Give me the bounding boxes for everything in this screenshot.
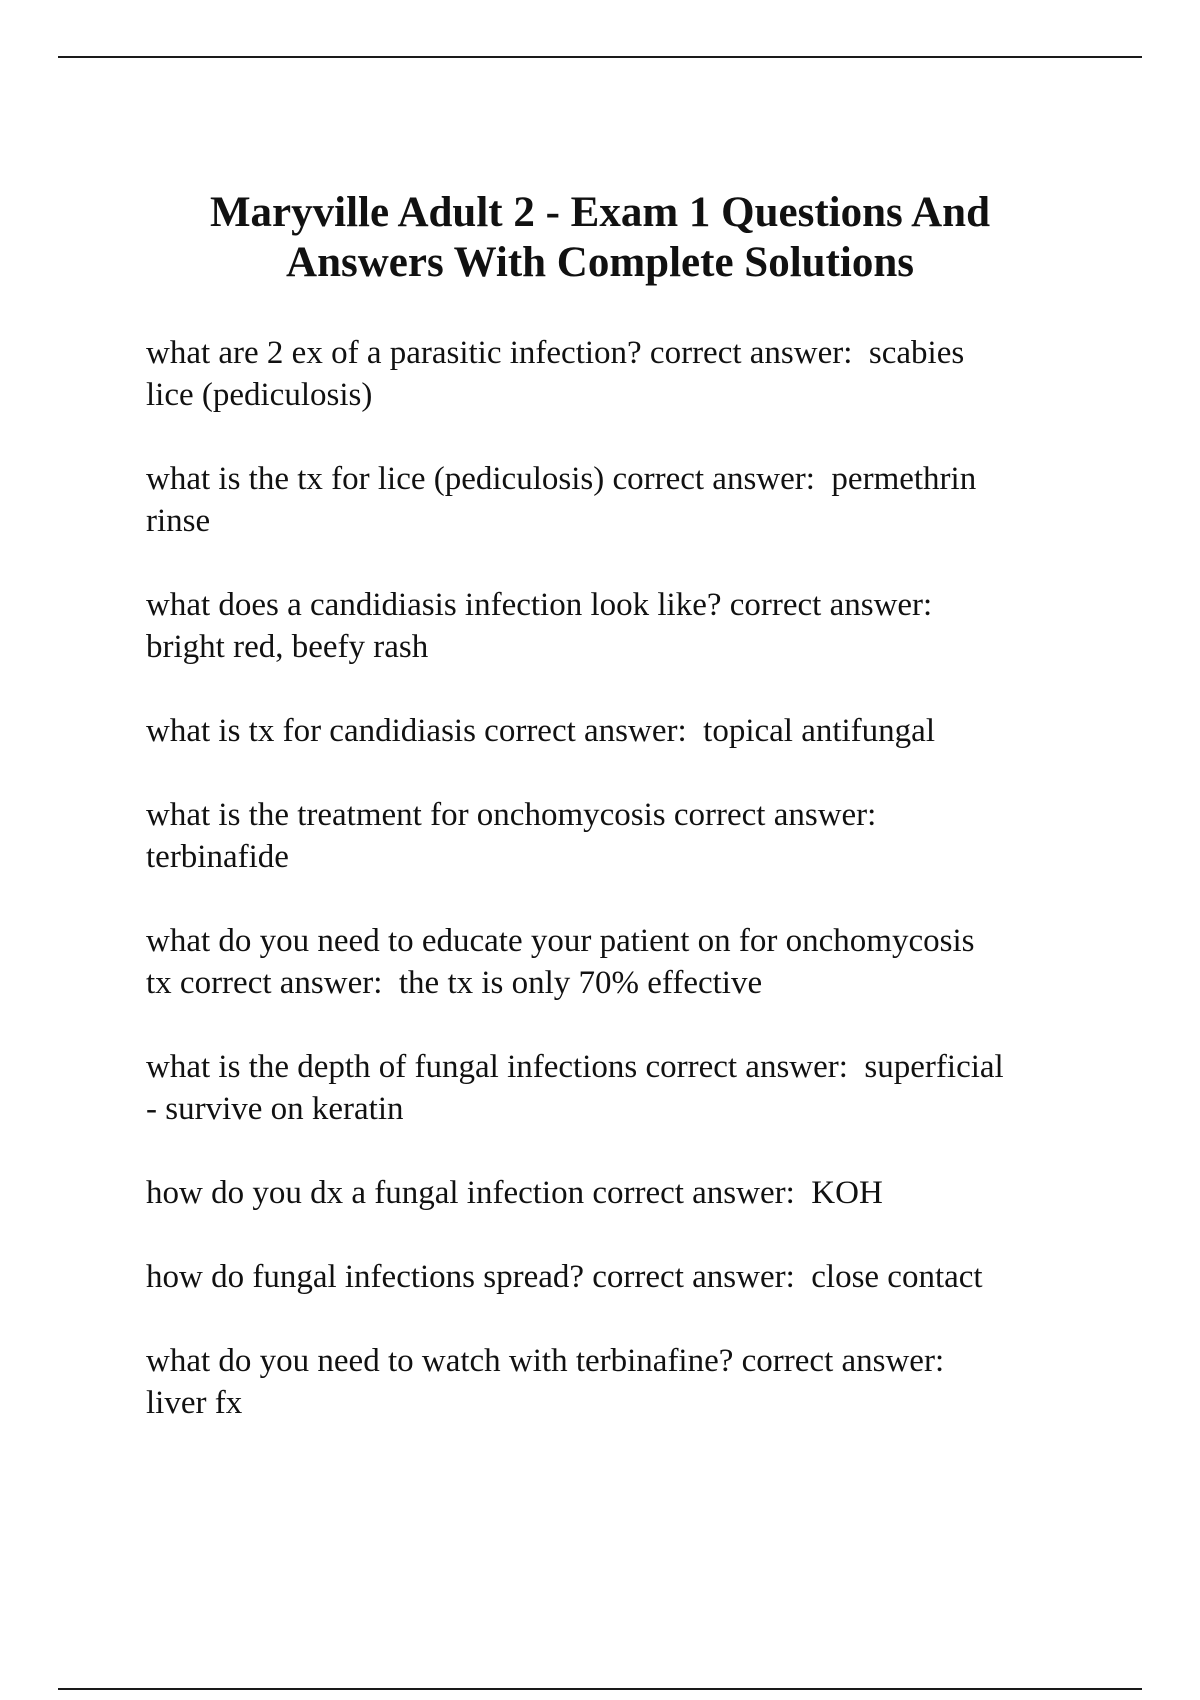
qa-item: what is the treatment for onchomycosis correct answer: terbinafide xyxy=(146,797,877,875)
title-line-2: Answers With Complete Solutions xyxy=(286,239,914,286)
qa-list xyxy=(146,332,1096,1466)
qa-item: what is the depth of fungal infections correct answer: superficial - survive on keratin xyxy=(146,1049,1004,1127)
page-title xyxy=(146,188,1054,288)
title-line-1: Maryville Adult 2 - Exam 1 Questions And xyxy=(209,189,991,236)
qa-item: what do you need to educate your patient on for onchomycosis tx correct answer: the tx is only 70% effective xyxy=(146,923,975,1001)
qa-item: what do you need to watch with terbinafine? correct answer: liver fx xyxy=(146,1343,945,1421)
qa-item: what are 2 ex of a parasitic infection? correct answer: scabies lice (pediculosis) xyxy=(146,335,965,413)
top-rule xyxy=(58,56,1142,58)
qa-item: how do fungal infections spread? correct answer: close contact xyxy=(146,1259,983,1295)
bottom-rule xyxy=(58,1688,1142,1690)
qa-item: what is tx for candidiasis correct answer: topical antifungal xyxy=(146,713,935,749)
qa-item: what does a candidiasis infection look like? correct answer: bright red, beefy rash xyxy=(146,587,933,665)
qa-item: how do you dx a fungal infection correct answer: KOH xyxy=(146,1175,883,1211)
qa-item: what is the tx for lice (pediculosis) correct answer: permethrin rinse xyxy=(146,461,977,539)
